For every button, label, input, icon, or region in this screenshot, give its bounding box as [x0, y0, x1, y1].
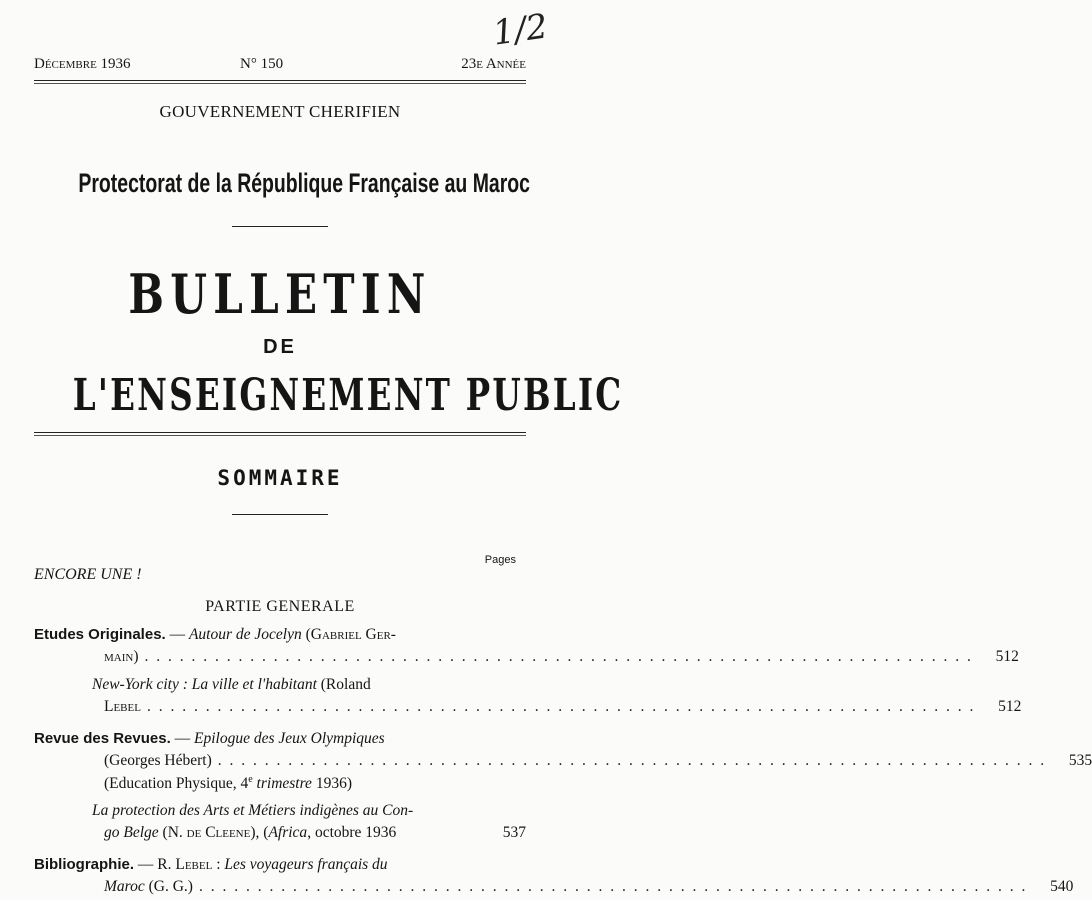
toc-entry-etudes-cont [104, 648, 1019, 666]
toc-entry-protection-cont [104, 824, 526, 842]
entry-note: (Education Physique, 4 [104, 775, 249, 793]
entry-author: (N. de Cleene), ( [158, 824, 269, 841]
intro-item: ENCORE UNE ! [34, 566, 142, 583]
entry-author-cont: main) [104, 648, 139, 665]
entry-title: La protection des Arts et Métiers indigènes au Con- [92, 802, 414, 819]
entry-dash: — [170, 730, 194, 747]
entry-reviewer: (G. G.) [144, 878, 193, 895]
entry-page: 512 [998, 698, 1022, 715]
government-heading: GOUVERNEMENT CHERIFIEN [159, 102, 401, 121]
title-bulletin: BULLETIN [128, 262, 432, 326]
entry-title: Epilogue des Jeux Olympiques [194, 730, 385, 747]
protectorate-heading: Protectorat de la République Française au Maroc [78, 168, 530, 198]
dot-leader [141, 698, 981, 716]
title-de: DE [263, 336, 297, 358]
entry-note-sup: e [248, 774, 253, 785]
toc-entry-revues-note [104, 774, 526, 793]
entry-author-cont: Lebel [104, 698, 141, 715]
entry-date: , octobre 1936 [307, 824, 397, 841]
dot-leader [193, 878, 1033, 896]
entry-author: (Roland [316, 676, 371, 693]
entry-title: Autour de Jocelyn [188, 626, 302, 643]
entry-title-cont: Maroc [104, 878, 145, 895]
divider-rule [232, 226, 328, 227]
issue-date: Décembre 1936 [34, 56, 131, 72]
issue-year: 23e Année [461, 56, 526, 72]
dot-leader [139, 648, 979, 666]
entry-title: Les voyageurs français du [224, 856, 388, 873]
summary-title: SOMMAIRE [217, 466, 343, 490]
entry-dash: — [165, 626, 189, 643]
entry-page: 512 [995, 648, 1019, 665]
toc-entry-protection [92, 802, 526, 820]
toc-entry-revues [34, 730, 526, 748]
entry-page: 537 [502, 824, 526, 841]
toc-entry-newyork [92, 676, 526, 694]
entry-source: Africa [268, 824, 308, 841]
entry-note-term: trimestre [252, 775, 312, 793]
handwritten-folio-mark: 1/2 [490, 6, 551, 54]
entry-category: Bibliographie. [34, 856, 135, 873]
toc-entry-revues-author [104, 752, 1092, 770]
toc-entry-bibliographie-cont [104, 878, 1074, 896]
toc-entry-newyork-cont [104, 698, 1022, 716]
entry-page: 535 [1068, 752, 1092, 769]
title-rule [34, 432, 526, 436]
dot-leader [212, 752, 1052, 770]
entry-note-year: 1936) [311, 775, 352, 793]
entry-title: New-York city : La ville et l'habitant [92, 676, 317, 693]
header-rule [34, 80, 526, 84]
entry-author: R. Lebel : [157, 856, 225, 873]
pages-label: Pages [484, 554, 516, 566]
entry-category: Revue des Revues. [34, 730, 171, 747]
section-heading: PARTIE GENERALE [205, 598, 355, 615]
title-enseignement: L'ENSEIGNEMENT PUBLIC [72, 370, 624, 421]
entry-category: Etudes Originales. [34, 626, 166, 643]
entry-author: (Gabriel Ger- [301, 626, 396, 643]
toc-entry-etudes [34, 626, 526, 644]
entry-page: 540 [1050, 878, 1074, 895]
entry-title-cont: go Belge [104, 824, 159, 841]
summary-rule [232, 514, 328, 515]
toc-entry-bibliographie [34, 856, 526, 874]
entry-author: (Georges Hébert) [104, 752, 212, 769]
entry-dash: — [134, 856, 158, 873]
issue-number: N° 150 [240, 56, 284, 72]
